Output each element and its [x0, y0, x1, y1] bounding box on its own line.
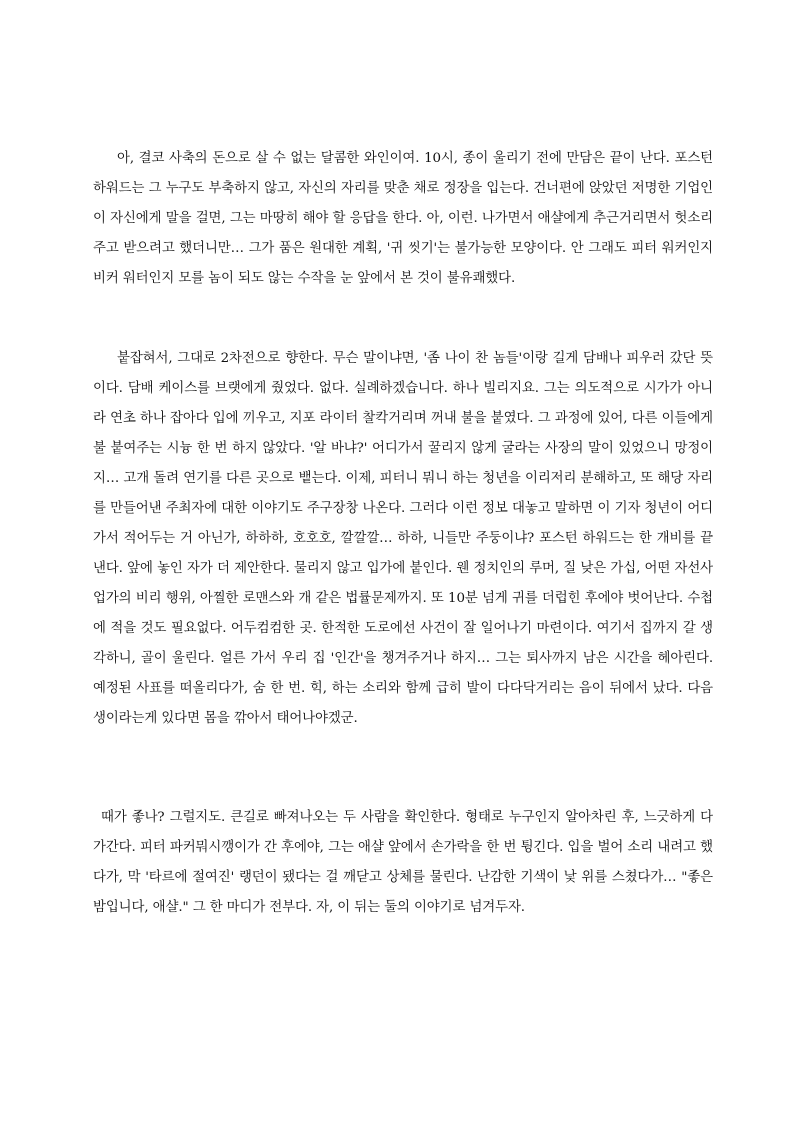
- paragraph-3: 때가 좋나? 그럴지도. 큰길로 빠져나오는 두 사람을 확인한다. 형태로 누구인지 알아차린 후, 느긋하게 다가간다. 피터 파커뭐시깽이가 간 후에야, 그는 애샬 앞에서 손가락을 한 번 튕긴다. 입을 벌어 소리 내려고 했다가, 막 '타르에 절여진' 랭던이 됐다는 걸 깨닫고 상체를 물린다. 난감한 기색이 낯 위를 스쳤다가… "좋은 밤입니다, 애샬." 그 한 마디가 전부다. 자, 이 뒤는 둘의 이야기로 넘겨두자.: [93, 810, 713, 915]
- paragraph-1: 아, 결코 사축의 돈으로 살 수 없는 달콤한 와인이여. 10시, 종이 울리기 전에 만담은 끝이 난다. 포스턴 하워드는 그 누구도 부축하지 않고, 자신의 자리를 맞춘 채로 정장을 입는다. 건너편에 앉았던 저명한 기업인이 자신에게 말을 걸면, 그는 마땅히 해야 할 응답을 한다. 아, 이런. 나가면서 애샬에게 추근거리면서 헛소리주고 받으려고 했더니만… 그가 품은 원대한 계획, '귀 씻기'는 불가능한 모양이다. 안 그래도 피터 워커인지 비커 워터인지 모를 놈이 되도 않는 수작을 눈 앞에서 본 것이 불유쾌했다.: [93, 151, 713, 286]
- paragraph-2: 붙잡혀서, 그대로 2차전으로 향한다. 무슨 말이냐면, '좀 나이 찬 놈들'이랑 길게 담배나 피우러 갔단 뜻이다. 담배 케이스를 브랫에게 줬었다. 없다. 실례하겠습니다. 하나 빌리지요. 그는 의도적으로 시가가 아니라 연초 하나 잡아다 입에 끼우고, 지포 라이터 찰칵거리며 꺼내 불을 붙였다. 그 과정에 있어, 다른 이들에게 불 붙여주는 시늉 한 번 하지 않았다. '알 바냐?' 어디가서 꿀리지 않게 굴라는 사장의 말이 있었으니 망정이지… 고개 돌려 연기를 다른 곳으로 뱉는다. 이제, 피터니 뭐니 하는 청년을 이리저리 분해하고, 또 해당 자리를 만들어낸 주최자에 대한 이야기도 주구장창 나온다. 그러다 이런 정보 대놓고 말하면 이 기자 청년이 어디가서 적어두는 거 아닌가, 하하하, 호호호, 깔깔깔… 하하, 니들만 주둥이냐? 포스턴 하워드는 한 개비를 끝낸다. 앞에 놓인 자가 더 제안한다. 물리지 않고 입가에 붙인다. 웬 정치인의 루머, 질 낮은 가십, 어떤 자선사업가의 비리 행위, 아찔한 로맨스와 개 같은 법률문제까지. 또 10분 넘게 귀를 더럽힌 후에야 벗어난다. 수첩에 적을 것도 필요없다. 어두컴컴한 곳. 한적한 도로에선 사건이 잘 일어나기 마련이다. 여기서 집까지 갈 생각하니, 골이 울린다. 얼른 가서 우리 집 '인간'을 챙겨주거나 하지… 그는 퇴사까지 남은 시간을 헤아린다. 예정된 사표를 떠올리다가, 숨 한 번. 힉, 하는 소리와 함께 급히 발이 다다닥거리는 음이 뒤에서 났다. 다음 생이라는게 있다면 몸을 깎아서 태어나야겠군.: [93, 351, 713, 726]
